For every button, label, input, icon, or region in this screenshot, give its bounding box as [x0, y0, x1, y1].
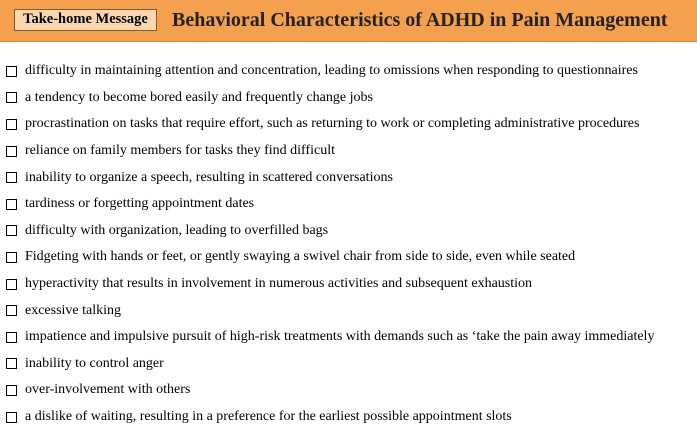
header-banner — [0, 0, 697, 42]
list-item — [0, 85, 697, 112]
checkbox-icon — [6, 358, 17, 369]
checkbox-icon — [6, 146, 17, 157]
checkbox-icon — [6, 119, 17, 130]
list-item-text: over-involvement with others — [25, 382, 191, 398]
list-item-text: difficulty with organization, leading to overfilled bags — [25, 222, 329, 238]
list-item — [0, 218, 697, 245]
list-item — [0, 111, 697, 138]
checkbox-icon — [6, 92, 17, 103]
list-item-text: excessive talking — [25, 302, 122, 318]
list-item-text: reliance on family members for tasks they find difficult — [25, 143, 335, 159]
checkbox-icon — [6, 305, 17, 316]
list-item-text: tardiness or forgetting appointment dates — [25, 196, 255, 212]
characteristics-list — [0, 58, 697, 430]
list-item — [0, 377, 697, 404]
list-item — [0, 351, 697, 378]
take-home-tag: Take-home Message — [14, 9, 157, 31]
checkbox-icon — [6, 199, 17, 210]
list-item — [0, 164, 697, 191]
checkbox-icon — [6, 172, 17, 183]
list-item-text: a dislike of waiting, resulting in a preference for the earliest possible appointment slots — [25, 409, 512, 425]
list-item-text: impatience and impulsive pursuit of high-risk treatments with demands such as ‘take the pain away immediately — [25, 329, 655, 345]
checkbox-icon — [6, 412, 17, 423]
list-item-text: a tendency to become bored easily and frequently change jobs — [25, 89, 373, 105]
page-title: Behavioral Characteristics of ADHD in Pain Management — [172, 9, 668, 31]
list-item — [0, 271, 697, 298]
checkbox-icon — [6, 332, 17, 343]
list-item — [0, 244, 697, 271]
list-item-text: difficulty in maintaining attention and concentration, leading to omissions when responding to questionnaires — [25, 63, 638, 79]
list-item-text: inability to control anger — [25, 355, 164, 371]
list-item — [0, 138, 697, 165]
checkbox-icon — [6, 385, 17, 396]
list-item-text: Fidgeting with hands or feet, or gently swaying a swivel chair from side to side, even while seated — [25, 249, 576, 265]
list-item — [0, 324, 697, 351]
checkbox-icon — [6, 225, 17, 236]
checkbox-icon — [6, 252, 17, 263]
list-item — [0, 58, 697, 85]
list-item — [0, 191, 697, 218]
list-item-text: procrastination on tasks that require effort, such as returning to work or completing administrative procedures — [25, 116, 640, 132]
list-item — [0, 297, 697, 324]
checkbox-icon — [6, 66, 17, 77]
checkbox-icon — [6, 279, 17, 290]
list-item — [0, 404, 697, 431]
list-item-text: inability to organize a speech, resulting in scattered conversations — [25, 169, 393, 185]
list-item-text: hyperactivity that results in involvement in numerous activities and subsequent exhaustion — [25, 276, 533, 292]
